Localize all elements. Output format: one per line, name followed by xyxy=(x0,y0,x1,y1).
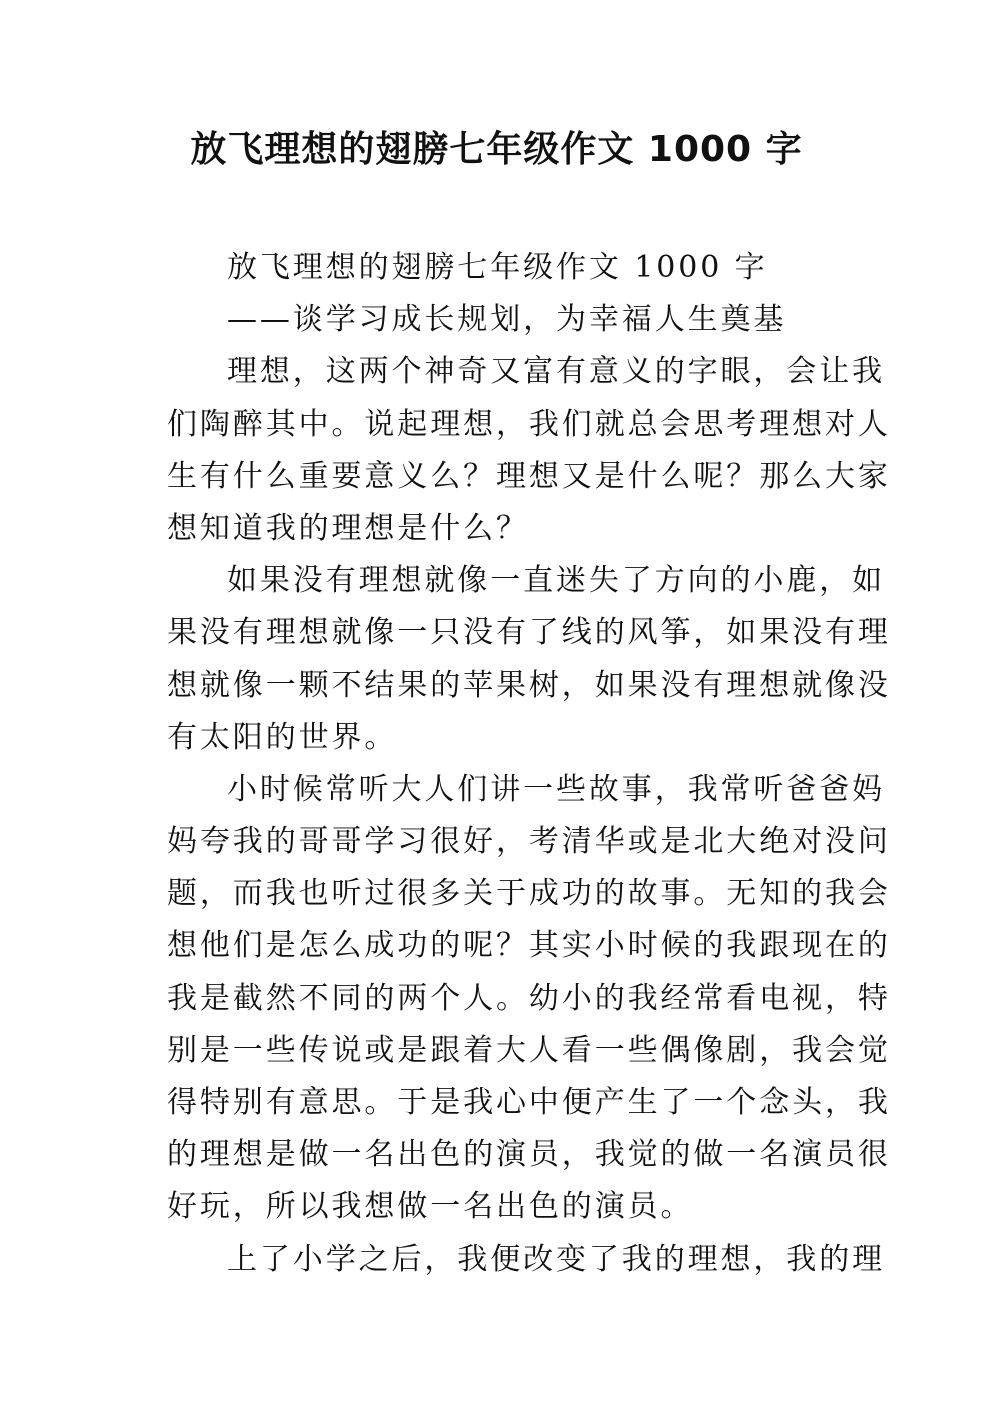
document-body xyxy=(167,242,891,1286)
text-line: 别是一些传说或是跟着大人看一些偶像剧，我会觉 xyxy=(167,1032,891,1068)
text-line: ——谈学习成长规划，为幸福人生奠基 xyxy=(227,302,787,338)
text-line: 得特别有意思。于是我心中便产生了一个念头，我 xyxy=(167,1085,891,1120)
text-line: 想他们是怎么成功的呢？其实小时候的我跟现在的 xyxy=(167,928,891,964)
text-line: 放飞理想的翅膀七年级作文 1000 字 xyxy=(227,250,768,285)
text-line: 有太阳的世界。 xyxy=(167,719,398,755)
text-line: 妈夸我的哥哥学习很好，考清华或是北大绝对没问 xyxy=(167,824,891,860)
text-line: 想就像一颗不结果的苹果树，如果没有理想就像没 xyxy=(167,667,891,703)
text-line: 理想，这两个神奇又富有意义的字眼，会让我 xyxy=(227,354,885,390)
text-line: 题，而我也听过很多关于成功的故事。无知的我会 xyxy=(167,876,891,912)
text-line: 上了小学之后，我便改变了我的理想，我的理 xyxy=(227,1241,885,1277)
text-line: 想知道我的理想是什么？ xyxy=(167,510,529,546)
text-line: 果没有理想就像一只没有了线的风筝，如果没有理 xyxy=(167,615,891,651)
text-line: 们陶醉其中。说起理想，我们就总会思考理想对人 xyxy=(167,406,891,442)
text-line: 小时候常听大人们讲一些故事，我常听爸爸妈 xyxy=(227,771,885,807)
text-line: 好玩，所以我想做一名出色的演员。 xyxy=(167,1189,694,1225)
text-line: 如果没有理想就像一直迷失了方向的小鹿，如 xyxy=(227,563,885,599)
text-line: 生有什么重要意义么？理想又是什么呢？那么大家 xyxy=(167,458,891,494)
text-line: 我是截然不同的两个人。幼小的我经常看电视，特 xyxy=(167,980,891,1016)
document-title: 放飞理想的翅膀七年级作文 1000 字 xyxy=(190,129,803,170)
text-line: 的理想是做一名出色的演员，我觉的做一名演员很 xyxy=(167,1137,891,1173)
